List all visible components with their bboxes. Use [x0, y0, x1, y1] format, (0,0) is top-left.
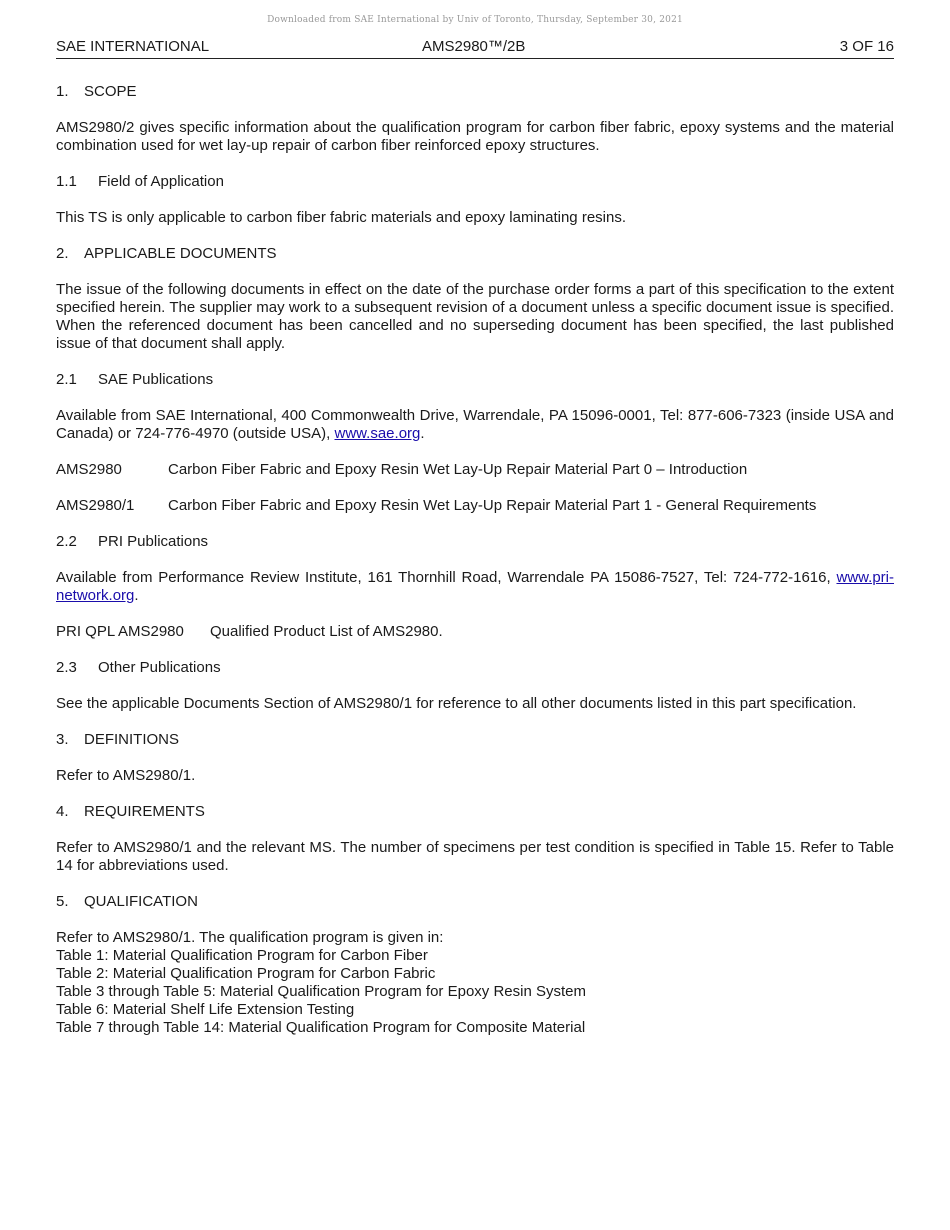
section-title: DEFINITIONS — [84, 731, 180, 748]
applicable-documents-paragraph: The issue of the following documents in effect on the date of the purchase order forms a part of this specification to the extent specified herein. The supplier may work to a subsequent revision of a document unless a specific document issue is specified. When the referenced document has been cancelled and no superseding document has been specified, the last published issue of that document shall apply. — [56, 281, 894, 352]
sae-address-text: Available from SAE International, 400 Commonwealth Drive, Warrendale, PA 15096-0001, Tel: 877-606-7323 (inside USA and Canada) or 724-776-4970 (outside USA), — [56, 407, 894, 442]
section-heading-requirements — [56, 803, 894, 821]
list-item: Table 2: Material Qualification Program for Carbon Fabric — [56, 965, 436, 982]
reference-document-row — [56, 623, 894, 641]
section-title: PRI Publications — [98, 533, 209, 550]
list-item: Table 6: Material Shelf Life Extension Testing — [56, 1001, 355, 1018]
reference-document-code: AMS2980 — [56, 461, 122, 478]
sae-address-end: . — [420, 425, 425, 442]
pri-website-link[interactable]: www.pri-network.org — [56, 569, 894, 604]
section-heading-field-of-application — [56, 173, 894, 191]
section-number: 5. — [56, 893, 69, 910]
definitions-paragraph: Refer to AMS2980/1. — [56, 767, 196, 784]
list-item: Table 1: Material Qualification Program for Carbon Fiber — [56, 947, 428, 964]
sae-publications-paragraph — [56, 407, 894, 443]
pri-address-end: . — [134, 587, 139, 604]
section-heading-pri-publications — [56, 533, 894, 551]
header-document-number: AMS2980™/2B — [422, 38, 526, 55]
header-publisher: SAE INTERNATIONAL — [56, 38, 210, 55]
section-heading-definitions — [56, 731, 894, 749]
reference-document-row — [56, 461, 894, 479]
section-title: APPLICABLE DOCUMENTS — [84, 245, 277, 262]
section-number: 2.2 — [56, 533, 77, 550]
sae-website-link[interactable]: www.sae.org — [334, 425, 421, 442]
section-number: 2. — [56, 245, 69, 262]
section-number: 4. — [56, 803, 69, 820]
list-item: Table 3 through Table 5: Material Qualification Program for Epoxy Resin System — [56, 983, 586, 1000]
section-heading-scope — [56, 83, 894, 101]
qualification-list — [56, 929, 894, 1037]
reference-document-title: Carbon Fiber Fabric and Epoxy Resin Wet Lay-Up Repair Material Part 1 - General Requirements — [168, 497, 817, 514]
reference-document-code: PRI QPL AMS2980 — [56, 623, 184, 640]
section-title: Field of Application — [98, 173, 224, 190]
reference-document-title: Carbon Fiber Fabric and Epoxy Resin Wet Lay-Up Repair Material Part 0 – Introduction — [168, 461, 748, 478]
section-number: 1. — [56, 83, 69, 100]
list-item: Refer to AMS2980/1. The qualification program is given in: — [56, 929, 444, 946]
document-body — [56, 83, 894, 1037]
section-heading-other-publications — [56, 659, 894, 677]
section-heading-applicable-documents — [56, 245, 894, 263]
section-title: REQUIREMENTS — [84, 803, 205, 820]
scope-paragraph: AMS2980/2 gives specific information about the qualification program for carbon fiber fabric, epoxy systems and the material combination used for wet lay-up repair of carbon fiber reinforced epoxy structures. — [56, 119, 894, 154]
section-heading-sae-publications — [56, 371, 894, 389]
section-number: 2.3 — [56, 659, 77, 676]
header-page-number: 3 OF 16 — [839, 38, 894, 55]
list-item: Table 7 through Table 14: Material Qualification Program for Composite Material — [56, 1019, 586, 1036]
section-title: Other Publications — [98, 659, 221, 676]
section-heading-qualification — [56, 893, 894, 911]
requirements-paragraph: Refer to AMS2980/1 and the relevant MS. The number of specimens per test condition is specified in Table 15. Refer to Table 14 for abbreviations used. — [56, 839, 894, 874]
other-publications-paragraph: See the applicable Documents Section of AMS2980/1 for reference to all other documents listed in this part specification. — [56, 695, 857, 712]
section-number: 3. — [56, 731, 69, 748]
section-title: QUALIFICATION — [84, 893, 198, 910]
pri-publications-paragraph — [56, 569, 894, 605]
section-title: SAE Publications — [98, 371, 214, 388]
reference-document-title: Qualified Product List of AMS2980. — [210, 623, 443, 640]
field-of-application-paragraph: This TS is only applicable to carbon fiber fabric materials and epoxy laminating resins. — [56, 209, 626, 226]
pri-address-text: Available from Performance Review Institute, 161 Thornhill Road, Warrendale PA 15086-7527, Tel: 724-772-1616, — [56, 569, 837, 586]
reference-document-row — [56, 497, 894, 515]
download-watermark: Downloaded from SAE International by Univ of Toronto, Thursday, September 30, 2021 — [267, 15, 683, 25]
section-title: SCOPE — [84, 83, 137, 100]
section-number: 1.1 — [56, 173, 77, 190]
section-number: 2.1 — [56, 371, 77, 388]
reference-document-code: AMS2980/1 — [56, 497, 135, 514]
page-header — [56, 38, 894, 59]
